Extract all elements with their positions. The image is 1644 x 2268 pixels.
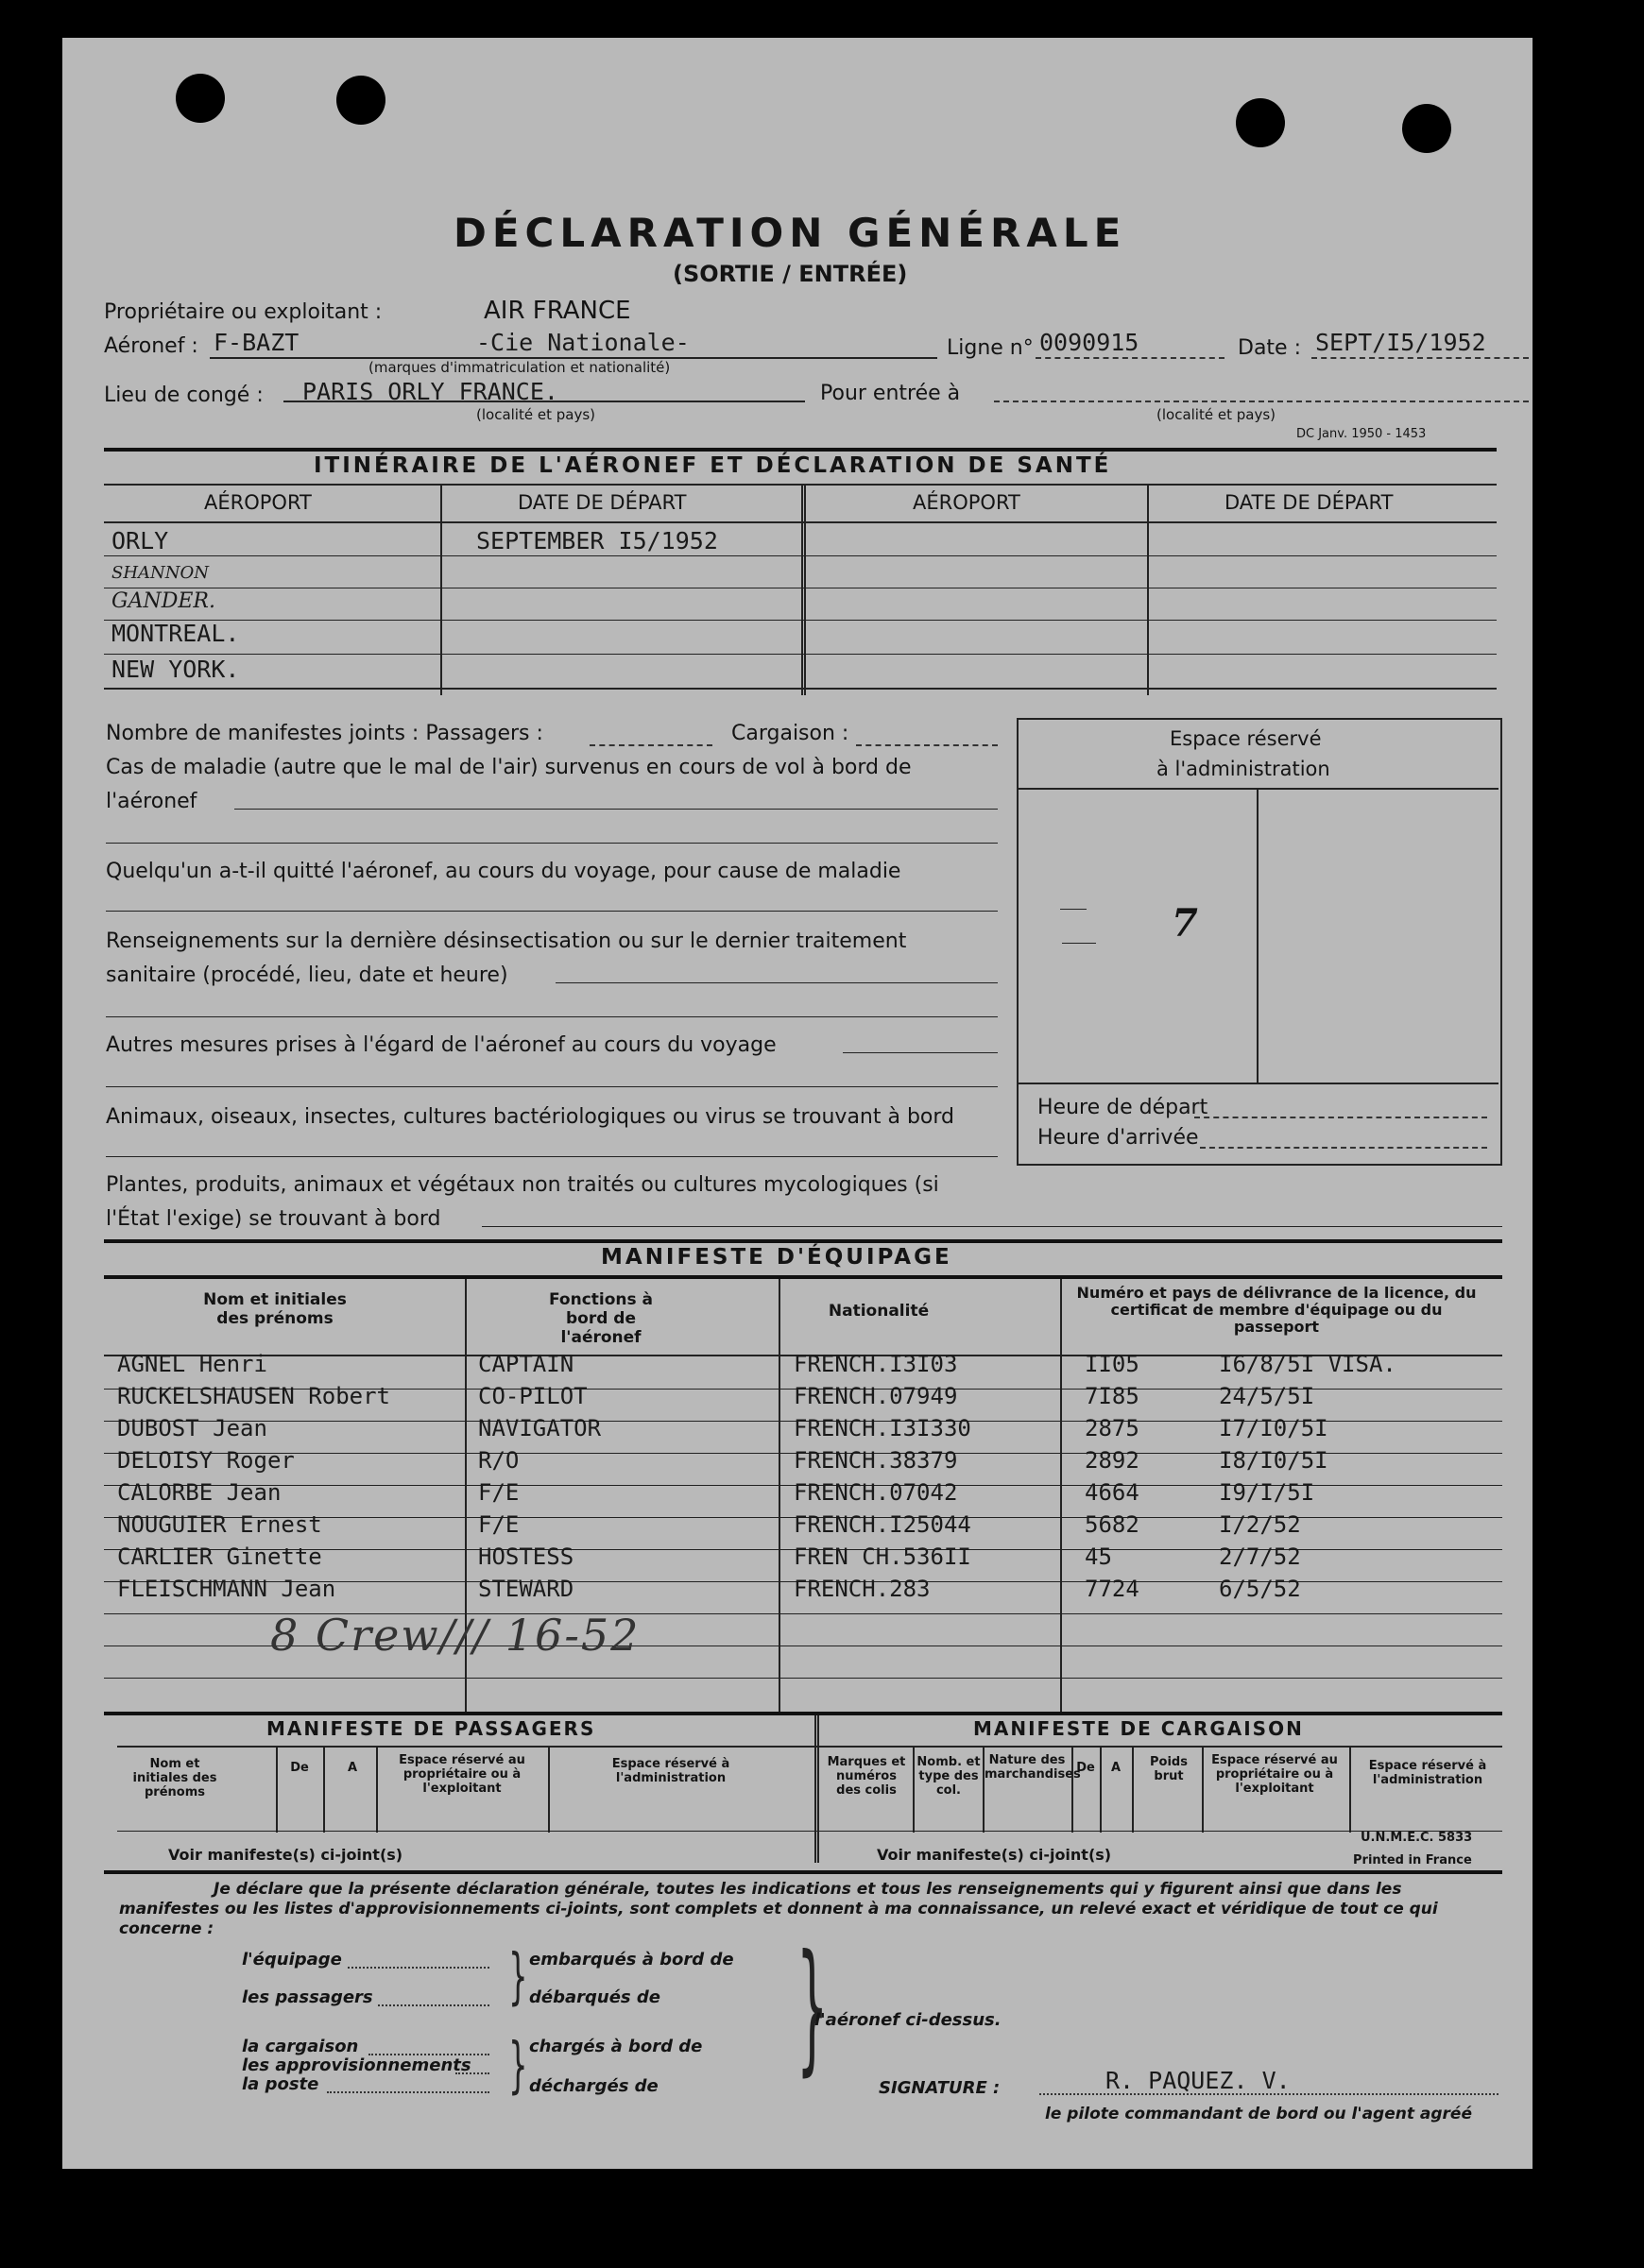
crew-col-license: Numéro et pays de délivrance de la licence, du certificat de membre d'équipage ou du passeport <box>1076 1284 1477 1336</box>
manifest-middle-divider <box>814 1715 819 1863</box>
arrival-time-label: Heure d'arrivée <box>1037 1126 1199 1150</box>
cargo-col-admin: Espace réservé à l'administration <box>1368 1759 1487 1787</box>
crew-date: 24/5/5I <box>1219 1383 1315 1409</box>
cargo-col-divider <box>1202 1748 1204 1833</box>
cargo-col-nature: Nature des marchandises <box>985 1753 1081 1782</box>
crew-name: CARLIER Ginette <box>117 1543 322 1570</box>
crew-col-divider <box>1060 1279 1062 1712</box>
crew-function: NAVIGATOR <box>478 1415 602 1441</box>
crew-nationality: FRENCH.07042 <box>794 1479 958 1506</box>
crew-col-name: Nom et initiales des prénoms <box>203 1290 347 1328</box>
passenger-col-name: Nom et initiales des prénoms <box>132 1757 217 1799</box>
date-dots <box>1311 357 1529 359</box>
declaration-brace-left: } <box>508 2031 528 2101</box>
cargo-col-marks: Marques et numéros des colis <box>827 1755 906 1798</box>
admin-box-title-1: Espace réservé <box>1170 727 1322 750</box>
line-label: Ligne n° <box>947 336 1034 360</box>
declaration-right: l'aéronef ci-dessus. <box>814 2010 1002 2030</box>
aircraft-value: F-BAZT <box>214 329 300 356</box>
crew-name: AGNEL Henri <box>117 1351 267 1377</box>
signature-caption: le pilote commandant de bord ou l'agent agréé <box>1045 2105 1472 2123</box>
crew-nationality: FRENCH.38379 <box>794 1447 958 1474</box>
crew-function: CAPTAIN <box>478 1351 574 1377</box>
crew-name: DELOISY Roger <box>117 1447 295 1474</box>
arrival-time-dots <box>1200 1147 1487 1149</box>
declaration-mid-loaded: chargés à bord de <box>529 2037 703 2056</box>
itinerary-col-date-1: DATE DE DÉPART <box>518 491 687 514</box>
itinerary-row-rule <box>104 555 1497 556</box>
answer-line <box>106 911 998 912</box>
itinerary-col-airport-1: AÉROPORT <box>204 491 312 514</box>
declaration-dots <box>378 2004 489 2006</box>
cargo-col-divider <box>913 1748 915 1833</box>
declaration-brace-left: } <box>508 1942 528 2012</box>
punch-hole <box>1402 104 1451 153</box>
itinerary-airport-1: ORLY <box>111 527 169 554</box>
crew-number: 2875 <box>1085 1415 1139 1441</box>
declaration-text: Je déclare que la présente déclaration générale, toutes les indications et tous les renseignements qui y figurent ainsi que dans les manifestes ou les listes d'approvisionnements ci-joints, sont complets et donnent à ma connaissance, un relevé exact et véridique de tout ce qui concerne : <box>119 1880 1438 1938</box>
declaration-mid-embarked: embarqués à bord de <box>529 1950 734 1970</box>
crew-date: 2/7/52 <box>1219 1543 1301 1570</box>
cargo-print-ref: U.N.M.E.C. 5833 <box>1361 1831 1473 1845</box>
declaration-brace-right: } <box>796 1925 829 2089</box>
itinerary-airport-2: SHANNON <box>111 563 210 583</box>
itinerary-row-rule <box>104 654 1497 655</box>
cargo-col-to: A <box>1110 1761 1122 1775</box>
departure-place-value: PARIS ORLY FRANCE. <box>302 378 558 405</box>
aircraft-label: Aéronef : <box>104 334 198 358</box>
admin-box-dash <box>1062 943 1096 944</box>
crew-nationality: FRENCH.I25044 <box>794 1511 971 1538</box>
crew-number: 4664 <box>1085 1479 1139 1506</box>
crew-date: I/2/52 <box>1219 1511 1301 1538</box>
crew-name: RUCKELSHAUSEN Robert <box>117 1383 390 1409</box>
declaration-left-mail: la poste <box>242 2074 319 2094</box>
crew-handwritten-note: 8 Crew/// 16-52 <box>270 1610 641 1661</box>
itinerary-col-airport-2: AÉROPORT <box>913 491 1020 514</box>
cargo-col-divider <box>1349 1748 1351 1833</box>
cargo-count-dots <box>856 744 998 746</box>
crew-header-rule <box>104 1275 1502 1279</box>
crew-number: II05 <box>1085 1351 1139 1377</box>
line-dots <box>1036 357 1224 359</box>
cargo-footer: Voir manifeste(s) ci-joint(s) <box>877 1846 1112 1864</box>
declaration-mid-unloaded: déchargés de <box>529 2076 659 2096</box>
crew-number: 45 <box>1085 1543 1112 1570</box>
itinerary-middle-divider <box>801 486 806 695</box>
departure-place-label: Lieu de congé : <box>104 384 264 407</box>
crew-number: 7724 <box>1085 1576 1139 1602</box>
itinerary-airport-5: NEW YORK. <box>111 656 240 683</box>
crew-name: DUBOST Jean <box>117 1415 267 1441</box>
crew-nationality: FRENCH.07949 <box>794 1383 958 1409</box>
signature-label: SIGNATURE : <box>879 2078 1001 2098</box>
passenger-col-owner: Espace réservé au propriétaire ou à l'exploitant <box>399 1753 525 1796</box>
passenger-col-divider <box>376 1748 378 1833</box>
crew-function: HOSTESS <box>478 1543 574 1570</box>
cargo-col-from: De <box>1076 1761 1095 1775</box>
answer-line <box>482 1226 1502 1227</box>
answer-line <box>106 843 998 844</box>
itinerary-date-1: SEPTEMBER I5/1952 <box>476 527 718 554</box>
departure-place-line <box>283 401 805 402</box>
manifests-label: Nombre de manifestes joints : Passagers : <box>106 722 543 745</box>
itinerary-row-rule <box>104 620 1497 621</box>
cargo-col-divider <box>983 1748 985 1833</box>
crew-function: CO-PILOT <box>478 1383 588 1409</box>
crew-function: F/E <box>478 1479 520 1506</box>
admin-box-rule <box>1019 1083 1498 1084</box>
crew-col-function: Fonctions à bord de l'aéronef <box>548 1290 654 1347</box>
crew-function: STEWARD <box>478 1576 574 1602</box>
crew-top-rule <box>104 1239 1502 1243</box>
crew-row-rule <box>104 1678 1502 1679</box>
passenger-col-from: De <box>290 1761 309 1775</box>
dc-reference: DC Janv. 1950 - 1453 <box>1296 427 1427 441</box>
answer-line <box>106 1156 998 1157</box>
cargo-title: MANIFESTE DE CARGAISON <box>973 1717 1304 1740</box>
admin-box-dash <box>1060 909 1087 910</box>
itinerary-header-rule <box>104 484 1497 486</box>
printed-in-france: Printed in France <box>1353 1853 1472 1867</box>
crew-col-divider <box>779 1279 780 1712</box>
crew-date: I7/I0/5I <box>1219 1415 1328 1441</box>
owner-label: Propriétaire ou exploitant : <box>104 300 383 324</box>
declaration-top-rule <box>104 1870 1502 1874</box>
passenger-col-divider <box>323 1748 325 1833</box>
declaration-left-cargo: la cargaison <box>242 2037 359 2056</box>
passengers-footer: Voir manifeste(s) ci-joint(s) <box>168 1846 403 1864</box>
punch-hole <box>1236 98 1285 147</box>
crew-date: I6/8/5I VISA. <box>1219 1351 1396 1377</box>
entry-dots <box>994 401 1529 402</box>
crew-date: I9/I/5I <box>1219 1479 1315 1506</box>
crew-name: FLEISCHMANN Jean <box>117 1576 336 1602</box>
declaration-left-crew: l'équipage <box>242 1950 342 1970</box>
itinerary-top-rule <box>104 448 1497 452</box>
crew-function: F/E <box>478 1511 520 1538</box>
crew-col-nationality: Nationalité <box>828 1302 930 1321</box>
cargo-count-label: Cargaison : <box>731 722 849 745</box>
declaration-dots <box>455 2072 489 2074</box>
answer-line <box>106 1086 998 1087</box>
declaration-dots <box>348 1967 489 1969</box>
declaration-dots <box>327 2091 489 2093</box>
itinerary-col-divider <box>440 486 442 695</box>
crew-nationality: FRENCH.I3I03 <box>794 1351 958 1377</box>
departure-time-label: Heure de départ <box>1037 1096 1208 1119</box>
crew-bottom-rule <box>104 1712 1502 1715</box>
departure-place-note: (localité et pays) <box>476 406 595 423</box>
passenger-col-admin: Espace réservé à l'administration <box>611 1757 730 1785</box>
manifest-bottom-rule <box>117 1831 1502 1832</box>
crew-date: I8/I0/5I <box>1219 1447 1328 1474</box>
answer-line <box>556 982 998 983</box>
admin-box-mark: 7 <box>1172 901 1198 946</box>
signature-value: R. PAQUEZ. V. <box>1105 2067 1291 2094</box>
cargo-col-divider <box>1100 1748 1102 1833</box>
punch-hole <box>176 74 225 123</box>
itinerary-col-date-2: DATE DE DÉPART <box>1224 491 1394 514</box>
passengers-title: MANIFESTE DE PASSAGERS <box>266 1717 596 1740</box>
question-animals: Animaux, oiseaux, insectes, cultures bactériologiques ou virus se trouvant à bord <box>106 1105 955 1129</box>
cargo-col-count: Nomb. et type des col. <box>916 1755 981 1798</box>
answer-line <box>843 1052 998 1053</box>
admin-box-rule <box>1019 788 1498 790</box>
admin-box-divider <box>1257 790 1259 1083</box>
passenger-col-to: A <box>347 1761 358 1775</box>
crew-nationality: FRENCH.I3I330 <box>794 1415 971 1441</box>
cargo-col-weight: Poids brut <box>1150 1755 1188 1783</box>
company-value: -Cie Nationale- <box>476 329 690 356</box>
crew-number: 7I85 <box>1085 1383 1139 1409</box>
declaration-left-passengers: les passagers <box>242 1987 373 2007</box>
itinerary-row-rule <box>104 688 1497 690</box>
crew-number: 2892 <box>1085 1447 1139 1474</box>
declaration-dots <box>368 2054 489 2055</box>
date-label: Date : <box>1238 336 1301 360</box>
itinerary-header-rule-2 <box>104 521 1497 523</box>
crew-name: CALORBE Jean <box>117 1479 282 1506</box>
declaration-left-supplies: les approvisionnements <box>242 2055 471 2075</box>
question-illness-cont: l'aéronef <box>106 790 197 813</box>
departure-time-dots <box>1194 1117 1487 1118</box>
date-value: SEPT/I5/1952 <box>1315 329 1486 356</box>
signature-dots <box>1039 2093 1498 2095</box>
cargo-col-divider <box>1132 1748 1134 1833</box>
page-subtitle: (SORTIE / ENTRÉE) <box>673 261 908 287</box>
crew-nationality: FREN CH.536II <box>794 1543 971 1570</box>
entry-label: Pour entrée à <box>820 382 961 405</box>
crew-nationality: FRENCH.283 <box>794 1576 931 1602</box>
declaration-mid-disembarked: débarqués de <box>529 1987 660 2007</box>
question-disinsection: Renseignements sur la dernière désinsectisation ou sur le dernier traitement <box>106 929 907 953</box>
question-left-aircraft: Quelqu'un a-t-il quitté l'aéronef, au cours du voyage, pour cause de maladie <box>106 860 901 883</box>
admin-box-title-2: à l'administration <box>1156 758 1330 780</box>
line-value: 0090915 <box>1039 329 1139 356</box>
owner-value: AIR FRANCE <box>484 297 631 325</box>
answer-line <box>234 809 998 810</box>
cargo-col-divider <box>1071 1748 1073 1833</box>
page-title: DÉCLARATION GÉNÉRALE <box>454 210 1127 256</box>
question-disinsection-cont: sanitaire (procédé, lieu, date et heure) <box>106 963 508 987</box>
question-other-measures: Autres mesures prises à l'égard de l'aéronef au cours du voyage <box>106 1033 777 1057</box>
punch-hole <box>336 76 385 125</box>
crew-title: MANIFESTE D'ÉQUIPAGE <box>601 1245 952 1270</box>
passenger-count-dots <box>590 744 712 746</box>
crew-number: 5682 <box>1085 1511 1139 1538</box>
entry-note: (localité et pays) <box>1156 406 1276 423</box>
crew-function: R/O <box>478 1447 520 1474</box>
aircraft-note: (marques d'immatriculation et nationalité) <box>368 359 671 376</box>
itinerary-airport-4: MONTREAL. <box>111 620 240 647</box>
passenger-col-divider <box>276 1748 278 1833</box>
question-plants-cont: l'État l'exige) se trouvant à bord <box>106 1207 441 1231</box>
question-illness: Cas de maladie (autre que le mal de l'air) survenus en cours de vol à bord de <box>106 756 912 779</box>
answer-line <box>106 1016 998 1017</box>
itinerary-title: ITINÉRAIRE DE L'AÉRONEF ET DÉCLARATION DE SANTÉ <box>314 453 1112 478</box>
question-plants: Plantes, produits, animaux et végétaux non traités ou cultures mycologiques (si <box>106 1173 939 1197</box>
cargo-col-owner: Espace réservé au propriétaire ou à l'exploitant <box>1211 1753 1338 1796</box>
passenger-col-divider <box>548 1748 550 1833</box>
itinerary-airport-3: GANDER. <box>111 589 215 613</box>
itinerary-col-divider <box>1147 486 1149 695</box>
crew-name: NOUGUIER Ernest <box>117 1511 322 1538</box>
crew-date: 6/5/52 <box>1219 1576 1301 1602</box>
